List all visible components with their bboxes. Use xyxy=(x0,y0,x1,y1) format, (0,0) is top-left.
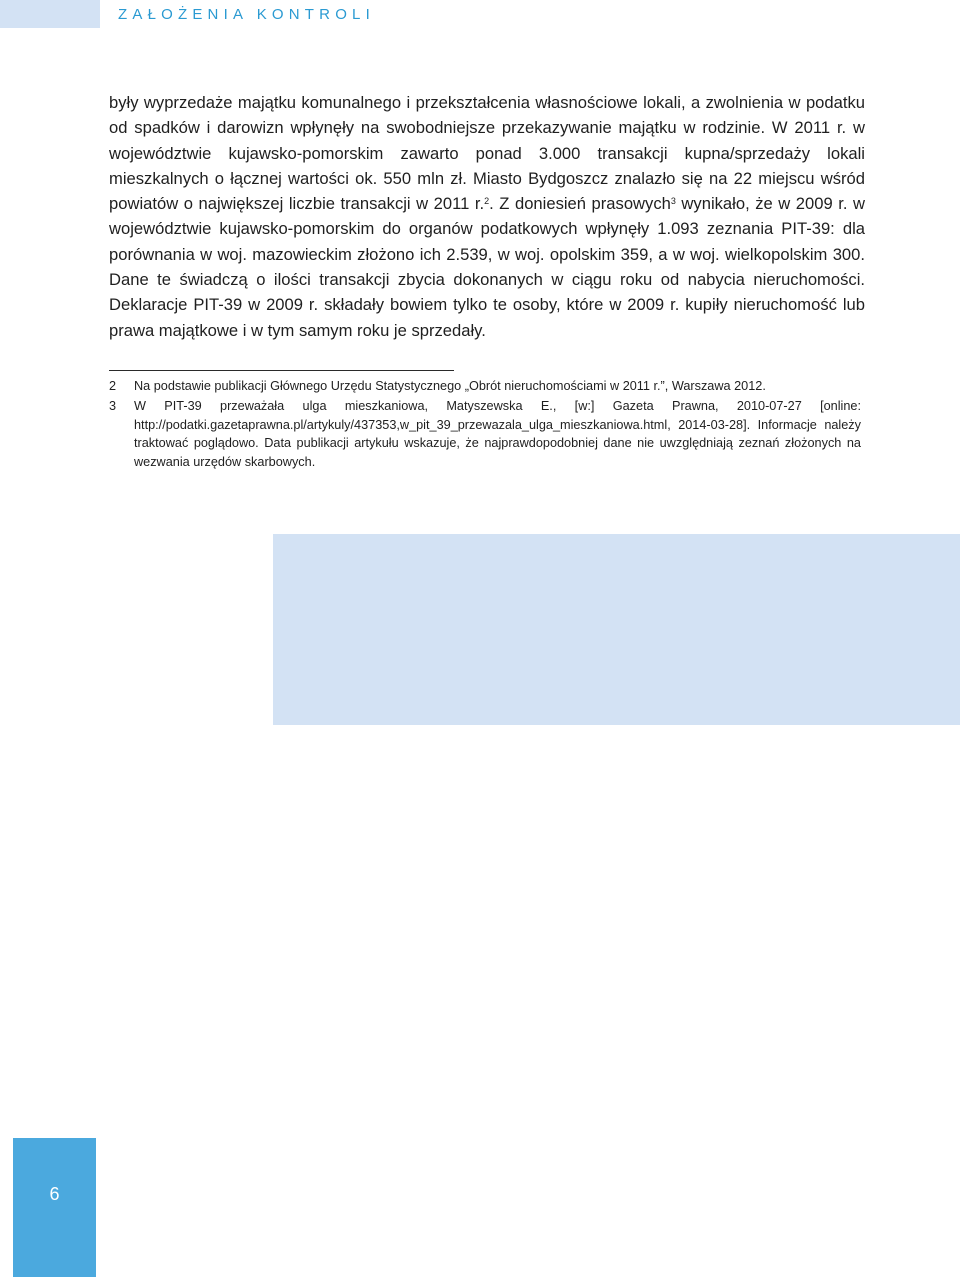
footnote-text: Na podstawie publikacji Głównego Urzędu Statystycznego „Obrót nieruchomościami w 2011 r.”, Warszawa 2012. xyxy=(134,379,766,393)
footnote-ref-2[interactable]: 2 xyxy=(484,196,490,207)
footnote-number: 2 xyxy=(109,379,117,393)
footnote-divider xyxy=(109,370,454,371)
header-accent-bar xyxy=(0,0,100,28)
body-paragraph xyxy=(109,90,865,343)
footnote-ref-3[interactable]: 3 xyxy=(670,196,676,207)
decorative-blue-panel xyxy=(273,534,960,725)
body-text-part-2: . Z doniesień prasowych xyxy=(489,194,671,214)
page-number: 6 xyxy=(49,1184,60,1204)
section-header: ZAŁOŻENIA KONTROLI xyxy=(118,6,375,23)
footnote-text: W PIT-39 przeważała ulga mieszkaniowa, Matyszewska E., [w:] Gazeta Prawna, 2010-07-27 [online: http://podatki.gazetaprawna.pl/artykuly/437353,w_pit_39_przewazala_ulga_mieszkaniowa.html, 2014-03-28]. Informacje należy traktować poglądowo. Data publikacji artykułu wskazuje, że najprawdopodobniej dane nie uwzględniają zeznań złożonych na wezwania urzędów skarbowych. xyxy=(134,399,861,469)
page-number-tab xyxy=(13,1138,96,1277)
footnote-3 xyxy=(109,397,861,471)
footnote-2 xyxy=(109,377,861,395)
footnote-number: 3 xyxy=(109,399,117,414)
footnotes-section xyxy=(109,377,861,473)
body-text-part-1: były wyprzedaże majątku komunalnego i przekształcenia własnościowe lokali, a zwolnienia w podatku od spadków i darowizn wpłynęły na swobodniejsze przekazywanie majątku w rodzinie. W 2011 r. w województwie kujawsko-pomorskim zawarto ponad 3.000 transakcji kupna/sprzedaży lokali mieszkalnych o łącznej wartości ok. 550 mln zł. Miasto Bydgoszcz znalazło się na 22 miejscu wśród powiatów o największej liczbie transakcji w 2011 r. xyxy=(109,93,865,214)
body-text-part-3: wynikało, że w 2009 r. w województwie kujawsko-pomorskim do organów podatkowych wpłynęły 1.093 zeznania PIT-39: dla porównania w woj. mazowieckim złożono ich 2.539, w woj. opolskim 359, a w woj. wielkopolskim 300. Dane te świadczą o ilości transakcji zbycia dokonanych w ciągu roku od nabycia nieruchomości. Deklaracje PIT-39 w 2009 r. składały bowiem tylko te osoby, które w 2009 r. kupiły nieruchomość lub prawa majątkowe i w tym samym roku je sprzedały. xyxy=(109,194,865,340)
